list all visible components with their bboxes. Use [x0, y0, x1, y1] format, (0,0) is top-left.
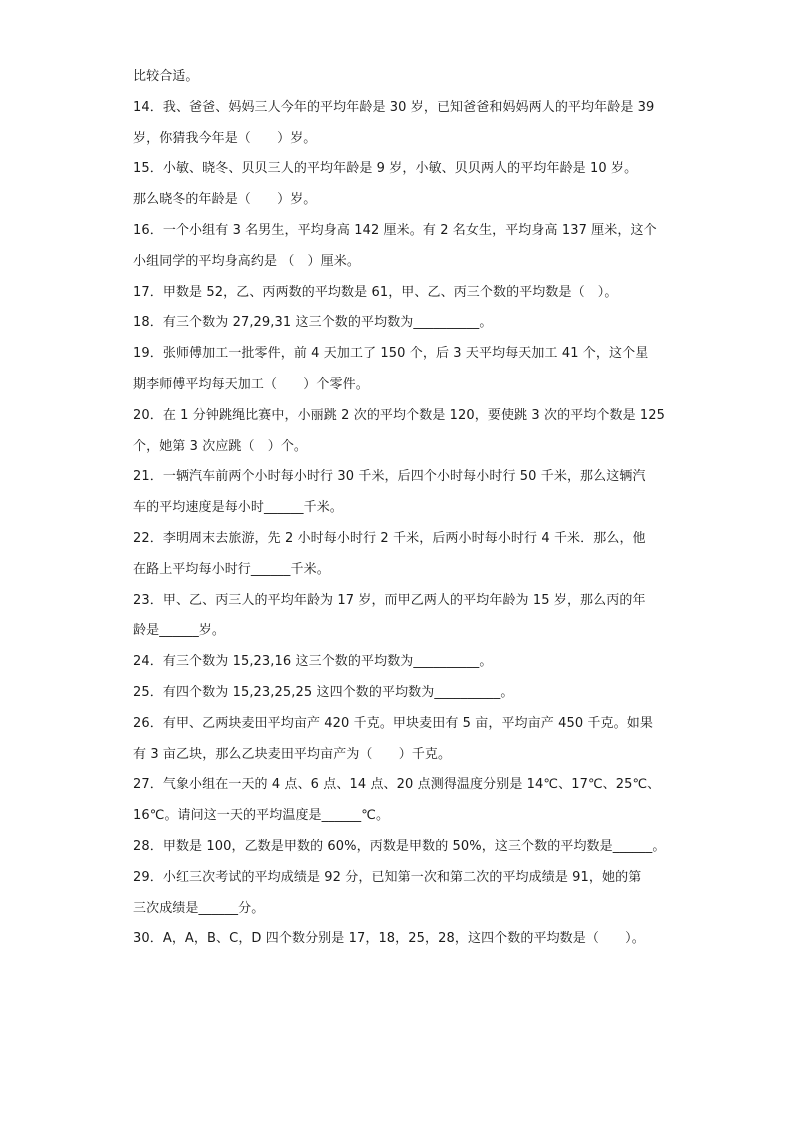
question-16-line-2: 小组同学的平均身高约是 （ ）厘米。 — [133, 253, 360, 269]
question-17-line-1: 17．甲数是 52，乙、丙两数的平均数是 61，甲、乙、丙三个数的平均数是（ ）。 — [133, 284, 618, 300]
text-line: 比较合适。 — [133, 69, 199, 84]
question-27-line-2: 16℃。请问这一天的平均温度是______℃。 — [133, 808, 390, 824]
question-29-line-2: 三次成绩是______分。 — [133, 900, 265, 916]
question-20-line-2: 个，她第 3 次应跳（ ）个。 — [133, 438, 308, 454]
question-20-line-1: 20．在 1 分钟跳绳比赛中，小丽跳 2 次的平均个数是 120，要使跳 3 次的平均个数是 125 — [133, 407, 666, 423]
question-19-line-1: 19．张师傅加工一批零件，前 4 天加工了 150 个，后 3 天平均每天加工 41 个，这个星 — [133, 346, 649, 362]
question-22-line-2: 在路上平均每小时行______千米。 — [133, 561, 330, 577]
question-21-line-2: 车的平均速度是每小时______千米。 — [133, 500, 343, 516]
question-23-line-1: 23．甲、乙、丙三人的平均年龄为 17 岁，而甲乙两人的平均年龄为 15 岁，那么丙的年 — [133, 592, 646, 608]
question-26-line-2: 有 3 亩乙块，那么乙块麦田平均亩产为（ ）千克。 — [133, 746, 452, 762]
question-14-line-1: 14．我、爸爸、妈妈三人今年的平均年龄是 30 岁，已知爸爸和妈妈两人的平均年龄是 39 — [133, 99, 655, 115]
question-28-line-1: 28．甲数是 100，乙数是甲数的 60%，丙数是甲数的 50%，这三个数的平均数是______。 — [133, 838, 666, 854]
question-30-line-1: 30．A，A，B、C，D 四个数分别是 17，18，25，28，这四个数的平均数是（ ）。 — [133, 931, 645, 947]
question-22-line-1: 22．李明周末去旅游，先 2 小时每小时行 2 千米，后两小时每小时行 4 千米．那么，他 — [133, 530, 646, 546]
question-26-line-1: 26．有甲、乙两块麦田平均亩产 420 千克。甲块麦田有 5 亩，平均亩产 450 千克。如果 — [133, 715, 653, 731]
question-14-line-2: 岁，你猜我今年是（ ）岁。 — [133, 130, 317, 146]
question-18-line-1: 18．有三个数为 27,29,31 这三个数的平均数为__________。 — [133, 315, 493, 331]
question-15-line-1: 15．小敏、晓冬、贝贝三人的平均年龄是 9 岁，小敏、贝贝两人的平均年龄是 10 岁。 — [133, 161, 638, 177]
question-15-line-2: 那么晓冬的年龄是（ ）岁。 — [133, 192, 317, 208]
question-24-line-1: 24．有三个数为 15,23,16 这三个数的平均数为__________。 — [133, 654, 493, 670]
question-16-line-1: 16．一个小组有 3 名男生，平均身高 142 厘米。有 2 名女生，平均身高 137 厘米，这个 — [133, 222, 657, 238]
question-21-line-1: 21．一辆汽车前两个小时每小时行 30 千米，后四个小时每小时行 50 千米，那么这辆汽 — [133, 469, 646, 485]
question-19-line-2: 期李师傅平均每天加工（ ）个零件。 — [133, 376, 369, 392]
question-27-line-1: 27．气象小组在一天的 4 点、6 点、14 点、20 点测得温度分别是 14℃、17℃、25℃、 — [133, 777, 661, 793]
question-29-line-1: 29．小红三次考试的平均成绩是 92 分，已知第一次和第二次的平均成绩是 91，她的第 — [133, 869, 642, 885]
question-list — [133, 62, 693, 955]
question-25-line-1: 25．有四个数为 15,23,25,25 这四个数的平均数为__________。 — [133, 684, 514, 700]
question-23-line-2: 龄是______岁。 — [133, 623, 225, 639]
